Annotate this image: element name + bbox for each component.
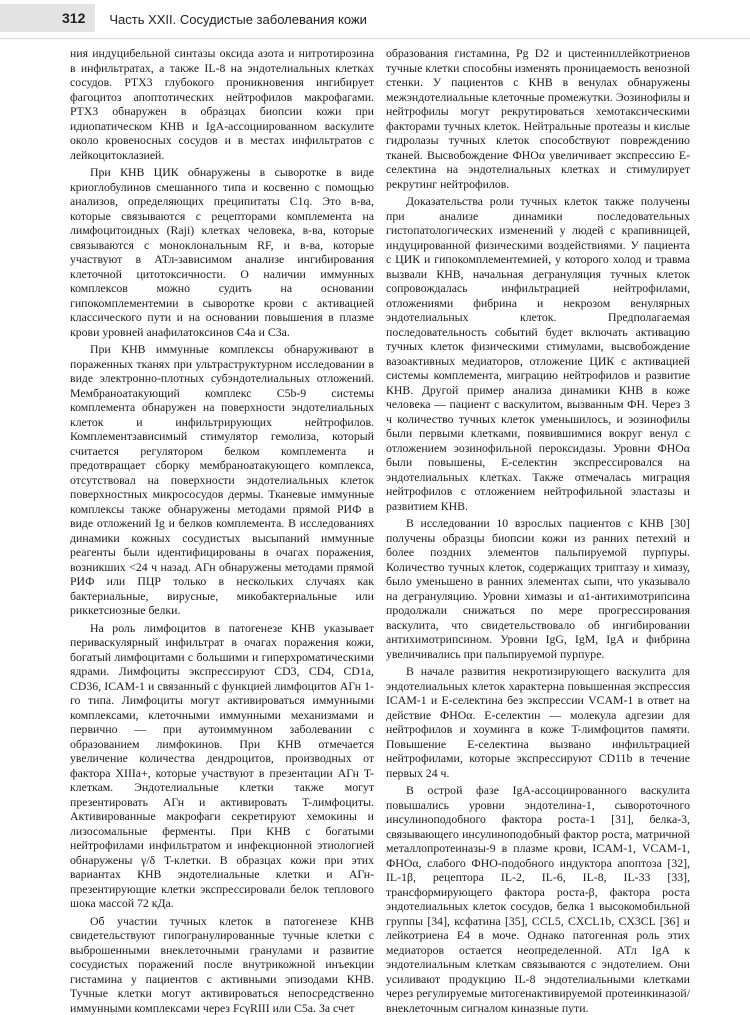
paragraph: При КНВ ЦИК обнаружены в сыворотке в виде криоглобулинов смешанного типа и косвенно с помощью анализов, определяющих преципитаты C1q. Это в-ва, которые связываются с рецепторами комплемента на лимфоцитоидных (Raji) клетках человека, в-ва, которые связываются с моноклональным RF, и в-ва, которые участвуют в АТл-зависимом анализе ингибирования клеточной цитотоксичности. О наличии иммунных комплексов можно судить на основании гипокомплементемии в сыворотке крови с активацией классического пути и на основании повышения в плазме крови уровней анафилатоксинов C4a и C3a. xyxy=(70,165,374,339)
paragraph: На роль лимфоцитов в патогенезе КНВ указывает периваскулярный инфильтрат в очагах поражения кожи, богатый лимфоцитами с большими и гиперхроматическими ядрами. Лимфоциты экспрессируют CD3, CD4, CD1a, CD36, ICAM-1 и связанный с функцией лимфоцитов АГн 1-го типа. Лимфоциты могут активироваться иммунными комплексами, клеточными иммунными механизмами и первично — при аутоиммунном заболевании с образованием лимфокинов. При КНВ отмечается увеличение количества дендроцитов, производных от фактора XIIIa+, которые участвуют в презентации АГн T-клеткам. Эндотелиальные клетки также могут презентировать АГн и активировать T-лимфоциты. Активированные макрофаги секретируют хемокины и лизосомальные ферменты. При КНВ с богатыми нейтрофилами инфильтратом и инфекционной этиологией обнаружены γ/δ T-клетки. В образцах кожи при этих вариантах КНВ эндотелиальные клетки и АГн-презентирующие клетки экспрессировали белок теплового шока массой 72 кДа. xyxy=(70,621,374,911)
paragraph: В исследовании 10 взрослых пациентов с КНВ [30] получены образцы биопсии кожи из ранних петехий и более поздних элементов пальпируемой пурпуры. Количество тучных клеток, содержащих триптазу и химазу, было уменьшено в ранних элементах сыпи, что указывало на дегрануляцию. Уровни химазы и α1-антихимотрипсина продолжали снижаться по мере прогрессирования васкулита, что свидетельствовало об ингибировании антихимотрипсином. Уровни IgG, IgM, IgA и фибрина увеличивались при пальпируемой пурпуре. xyxy=(386,516,690,661)
right-column xyxy=(386,46,690,1015)
left-column xyxy=(70,46,374,1015)
chapter-title: Часть XXII. Сосудистые заболевания кожи xyxy=(109,12,367,27)
paragraph: В начале развития некротизирующего васкулита для эндотелиальных клеток характерна повышенная экспрессия ICAM-1 и E-селектина без экспрессии VCAM-1 в ответ на действие ФНОα. E-селектин — молекула адгезии для нейтрофилов и хоуминга в коже T-лимфоцитов памяти. Повышение E-селектина вызвано инфильтрацией нейтрофилами, которые экспрессируют CD11b в течение первых 24 ч. xyxy=(386,664,690,780)
paragraph: Об участии тучных клеток в патогенезе КНВ свидетельствуют гипогранулированные тучные клетки с выброшенными внеклеточными гранулами и развитие сосудистых поражений после внутрикожной инъекции гистамина у пациентов с активными эпизодами КНВ. Тучные клетки могут активироваться непосредственно иммунными комплексами через FcγRIII или C5a. За счет xyxy=(70,914,374,1015)
paragraph: ния индуцибельной синтазы оксида азота и нитротирозина в инфильтратах, а также IL-8 на эндотелиальных клетках сосудов. PTX3 глубокого проникновения ингибирует фагоцитоз апоптотических нейтрофилов макрофагами. PTX3 обнаружен в образцах биопсии кожи при идиопатическом КНВ и IgA-ассоциированном васкулите около кровеносных сосудов и в местах инфильтратов с лейкоцитоклазией. xyxy=(70,46,374,162)
page-number: 312 xyxy=(0,4,95,32)
paragraph: В острой фазе IgA-ассоциированного васкулита повышались уровни эндотелина-1, сывороточного инсулиноподобного фактора роста-1 [31], белка-3, связывающего инсулиноподобный фактор роста, матричной металлопротеиназы-9 в плазме крови, ICAM-1, VCAM-1, ФНОα, слабого ФНО-подобного индуктора апоптоза [32], IL-1β, рецептора IL-2, IL-6, IL-8, IL-33 [33], трансформирующего фактора роста-β, фактора роста эндотелиальных клеток сосудов, белка 1 высокомобильной группы [34], ксфатина [35], CCL5, CXCL1b, CX3CL [36] и лейкотриена E4 в моче. Однако патогенная роль этих медиаторов остается неопределенной. АТл IgA к эндотелиальным клеткам связываются с эндотелием. Они усиливают продукцию IL-8 эндотелиальными клетками через регулируемые митогенактивируемой протеинкиназой/внеклеточным сигналом киназные пути. xyxy=(386,783,690,1015)
paragraph: Доказательства роли тучных клеток также получены при анализе динамики последовательных гистопатологических изменений у людей с крапивницей, индуцированной физическими воздействиями. У пациента с ЦИК и гипокомплементемией, у которого холод и травма вызвали КНВ, начальная дегрануляция тучных клеток сопровождалась инфильтрацией нейтрофилами, отложениями фибрина и некрозом венулярных эндотелиальных клеток. Предполагаемая последовательность событий будет включать активацию тучных клеток физическими стимулами, высвобождение вазоактивных медиаторов, отложение ЦИК с активацией системы комплемента, миграцию нейтрофилов и развитие КНВ. Другой пример анализа динамики КНВ в коже человека — пациент с васкулитом, вызванным ФН. Через 3 ч количество тучных клеток уменьшилось, и эозинофилы были первыми клетками, появившимися вокруг венул с отложением эозинофильной пероксидазы. Уровни ФНОα были повышены, E-селектин экспрессировался на эндотелиальных клетках. Также отмечалась миграция нейтрофилов с отложением нейтрофильной эластазы и развитием КНВ. xyxy=(386,194,690,513)
page-header xyxy=(0,0,750,39)
paragraph: При КНВ иммунные комплексы обнаруживают в пораженных тканях при ультраструктурном исследовании в виде электронно-плотных субэндотелиальных отложений. Мембраноатакующий комплекс C5b-9 системы комплемента обнаружен на поверхности эндотелиальных клеток и инфильтрирующих нейтрофилов. Комплементзависимый стимулятор гемолиза, который считается регулятором белком комплемента и предотвращает сборку мембраноатакующего комплекса, отсутствовал на поверхности эндотелиальных клеток поверхностных микрососудов дермы. Тканевые иммунные комплексы также обнаружены методами прямой РИФ в виде отложений Ig и белков комплемента. В исследованиях динамики кожных сосудистых высыпаний иммунные реагенты были идентифицированы в очагах поражения, возникших <24 ч назад. АГн обнаружены методами прямой РИФ или ПЦР только в нескольких случаях как бактериальные, вирусные, микобактериальные или риккетсиозные белки. xyxy=(70,342,374,618)
paragraph: образования гистамина, Pg D2 и цистеиниллейкотриенов тучные клетки способны изменять проницаемость венозной стенки. У пациентов с КНВ в венулах обнаружены межэндотелиальные клеточные промежутки. Эозинофилы и нейтрофилы могут рекрутироваться хемотаксическими факторами тучных клеток. Нейтральные протеазы и кислые гидролазы тучных клеток способствуют повреждению тканей. Высвобождение ФНОα увеличивает экспрессию E-селектина на эндотелиальных клетках и стимулирует рекрутинг нейтрофилов. xyxy=(386,46,690,191)
